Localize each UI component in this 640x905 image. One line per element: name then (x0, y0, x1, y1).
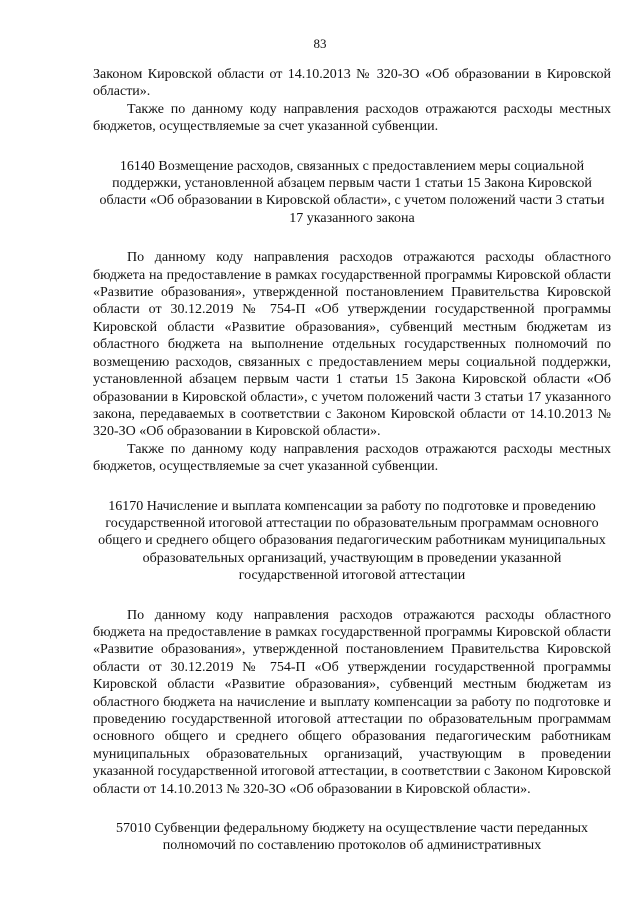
spacer (93, 798, 611, 820)
spacer (93, 585, 611, 607)
paragraph: По данному коду направления расходов отражаются расходы областного бюджета на предоставление в рамках государственной программы Кировской области «Развитие образования», утвержденной постановлением Правительства Кировской области от 30.12.2019 № 754-П «Об утверждении государственной программы Кировской области «Развитие образования», субвенций местным бюджетам из областного бюджета на начисление и выплату компенсации за работу по подготовке и проведению государственной итоговой аттестации по образовательным программам основного общего и среднего общего образования педагогическим работникам муниципальных образовательных организаций, участвующим в проведении указанной государственной итоговой аттестации, в соответствии с Законом Кировской области от 14.10.2013 № 320-ЗО «Об образовании в Кировской области». (93, 607, 611, 797)
spacer (93, 476, 611, 498)
page-number: 83 (313, 36, 327, 51)
document-body (93, 66, 611, 855)
section-heading: 16170 Начисление и выплата компенсации за работу по подготовке и проведению государственной итоговой аттестации по образовательным программам основного общего и среднего общего образования педагогическим работникам муниципальных образовательных организаций, участвующим в проведении указанной государственной итоговой аттестации (98, 498, 606, 584)
paragraph: По данному коду направления расходов отражаются расходы областного бюджета на предоставление в рамках государственной программы Кировской области «Развитие образования», утвержденной постановлением Правительства Кировской области от 30.12.2019 № 754-П «Об утверждении государственной программы Кировской области «Развитие образования», субвенций местным бюджетам из областного бюджета на выполнение отдельных государственных полномочий по возмещению расходов, связанных с предоставлением меры социальной поддержки, установленной абзацем первым части 1 статьи 15 Закона Кировской области «Об образовании в Кировской области», с учетом положений части 3 статьи 17 указанного закона, передаваемых в соответствии с Законом Кировской области от 14.10.2013 № 320-ЗО «Об образовании в Кировской области». (93, 250, 611, 440)
section-heading: 16140 Возмещение расходов, связанных с предоставлением меры социальной поддержки, установленной абзацем первым части 1 статьи 15 Закона Кировской области «Об образовании в Кировской области», с учетом положений части 3 статьи 17 указанного закона (99, 158, 605, 226)
spacer (93, 136, 611, 158)
paragraph: Законом Кировской области от 14.10.2013 № 320-ЗО «Об образовании в Кировской области». (93, 67, 611, 100)
paragraph: Также по данному коду направления расходов отражаются расходы местных бюджетов, осуществляемые за счет указанной субвенции. (93, 441, 611, 475)
section-heading: 57010 Субвенции федеральному бюджету на осуществление части переданных полномочий по составлению протоколов об административных (115, 821, 589, 854)
paragraph: Также по данному коду направления расходов отражаются расходы местных бюджетов, осуществляемые за счет указанной субвенции. (93, 101, 611, 135)
spacer (93, 227, 611, 249)
